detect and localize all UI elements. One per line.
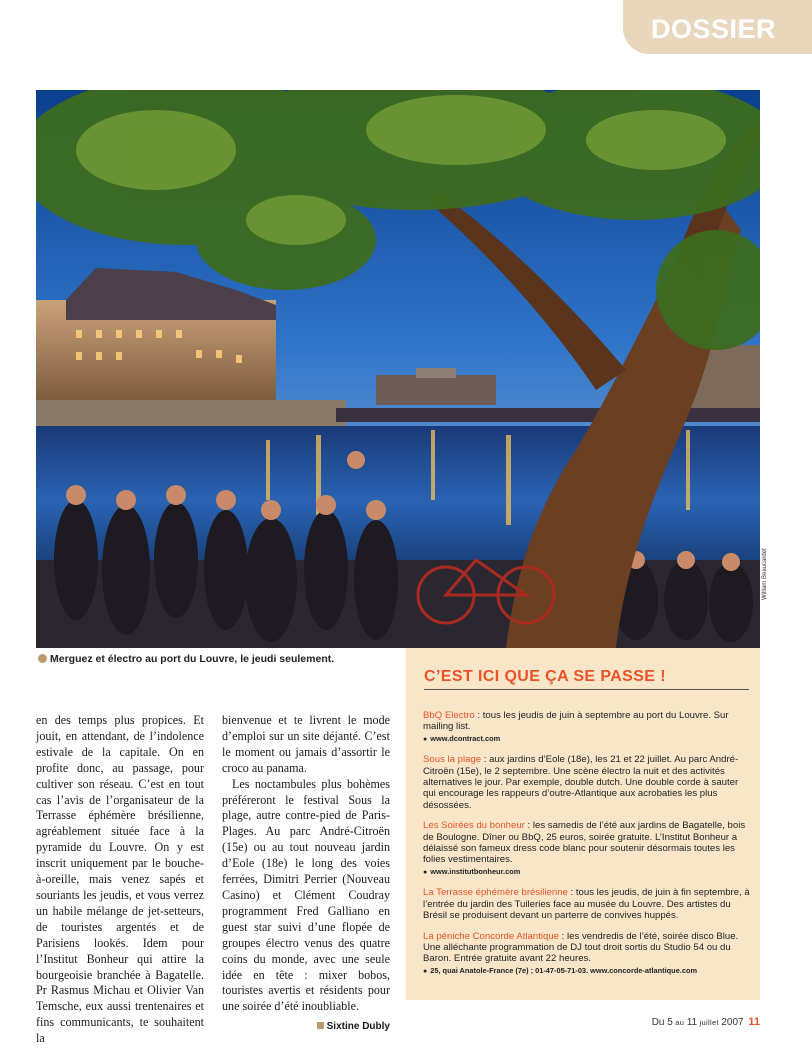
entry-text: : tous les jeudis de juin à septembre au port du Louvre. Sur mailing list. xyxy=(423,710,729,733)
sidebar-title: C’EST ICI QUE ÇA SE PASSE ! xyxy=(424,668,666,685)
entry-name: La péniche Concorde Atlantique xyxy=(423,930,560,942)
listing-entry xyxy=(423,754,753,811)
entry-link[interactable]: ● www.dcontract.com xyxy=(423,733,753,745)
listing-entry xyxy=(423,887,753,921)
listing-entry xyxy=(423,820,753,878)
entry-link[interactable]: ● www.institutbonheur.com xyxy=(423,866,753,878)
caption-text: Merguez et électro au port du Louvre, le jeudi seulement. xyxy=(50,653,335,665)
article-paragraph: bienvenue et te livrent le mode d’emploi sur un site déjanté. C’est le moment ou jamais d’assortir le croco au panama. xyxy=(222,713,390,775)
listing-entry xyxy=(423,931,753,978)
footer-year: 2007 xyxy=(721,1017,744,1028)
section-title: DOSSIER xyxy=(651,14,777,44)
author-name: Sixtine Dubly xyxy=(326,1021,390,1033)
article-paragraph: en des temps plus propices. Et jouit, en attendant, de l’indolence estivale de la capitale. On en profite donc, au passage, pour cultiver son réseau. C’est en tout cas l’avis de l’organisateur de la Terrasse éphémère brésilienne, agréablement située face à la pyramide du Louvre. On y est inscrit uniquement par le bouche-à-oreille, mais venez sapés et souriants les jeudis, et vous verrez un habile mélange de jet-setteurs, de touristes argentés et de Parisiens lookés. Idem pour l’Institut Bonheur qui attire la bourgeoisie branchée à Bagatelle. Pr Rasmus Michau et Olivier Van Temsche, eux aussi trentenaires et fins communicants, te souhaitent la xyxy=(36,713,204,1046)
seine-night-photo xyxy=(36,90,760,648)
entry-name: BbQ Electro xyxy=(423,710,475,721)
section-tab xyxy=(623,0,812,54)
entry-name: Les Soirées du bonheur xyxy=(423,820,525,832)
entry-text: : les samedis de l’été aux jardins de Bagatelle, bois de Boulogne. Dîner ou BbQ, 25 euros, soirée gratuite. L’Institut Bonheur a délaissé son fameux dress code blanc pour soutenir désormais toutes les folies vestimentaires. xyxy=(423,820,746,866)
photo-credit: William Beaucardet xyxy=(762,548,768,600)
title-rule xyxy=(424,689,749,690)
page-number: 11 xyxy=(748,1016,760,1028)
footer-date-mid: au xyxy=(672,1018,687,1027)
entry-text: : tous les jeudis, de juin à fin septembre, à l’entrée du jardin des Tuileries face au musée du Louvre. Des artistes du Brésil se produisent devant un parterre de convives huppés. xyxy=(423,887,750,922)
entry-name: La Terrasse éphémère brésilienne xyxy=(423,887,568,899)
sidebar-box xyxy=(406,648,760,1000)
article-column-1 xyxy=(36,713,204,1047)
page-footer xyxy=(652,1016,760,1028)
entry-text: : aux jardins d’Eole (18e), les 21 et 22 juillet. Au parc André-Citroën (15e), le 2 septembre. Une scène électro la nuit et des activités alternatives le jour. Par exemple, double dutch. Une double corde à sauter qui encourage les rappeurs d’outre-Atlantique aux acrobaties les plus désossées. xyxy=(423,754,739,811)
photo-caption xyxy=(38,653,334,665)
footer-date-month: juillet xyxy=(697,1018,722,1027)
footer-date-num: 11 xyxy=(686,1017,698,1028)
listing-entry xyxy=(423,710,753,745)
entry-text: : les vendredis de l’été, soirée disco Blue. Une alléchante programmation de DJ tout droit sortis du Studio 54 ou du Baron. Entrée gratuite avant 22 heures. xyxy=(423,930,739,965)
entry-link[interactable]: ● 25, quai Anatole-France (7e) ; 01-47-05-71-03. www.concorde-atlantique.com xyxy=(423,965,753,977)
footer-date-prefix: Du 5 xyxy=(651,1017,673,1028)
author-signature xyxy=(222,1019,390,1035)
article-paragraph: Les noctambules plus bohèmes préféreront le festival Sous la plage, autre contre-pied de Paris-Plages. Au parc André-Citroën (15e) ou au tout nouveau jardin d’Eole (18e) le long des voies ferrées, Dimitri Perrier (Nouveau Casino) et Clément Coudray programment Fred Galliano en guest star suivi d’une flopée de groupes électro venus des quatre coins du monde, avec une seule idée en tête : mixer bobos, touristes avertis et résidents pour une soirée d’été inoubliable. xyxy=(222,776,390,1014)
article-photo xyxy=(36,90,760,648)
square-bullet-icon xyxy=(317,1022,324,1029)
bullet-dot-icon xyxy=(38,654,47,663)
article-column-2 xyxy=(222,713,390,1035)
sidebar-entries xyxy=(423,710,753,986)
entry-name: Sous la plage xyxy=(423,754,482,766)
